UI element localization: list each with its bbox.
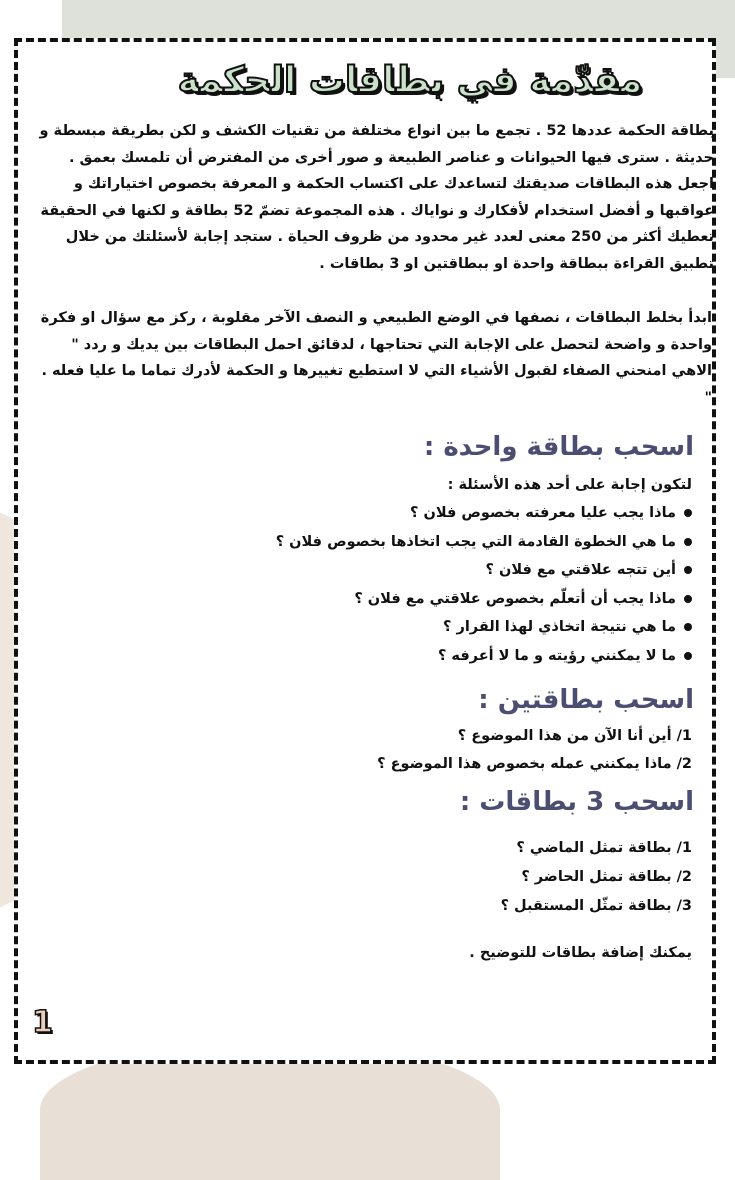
- one-card-heading: اسحب بطاقة واحدة :: [423, 432, 694, 462]
- bullet-icon: [684, 595, 692, 603]
- list-item: 3/ بطاقة تمثّل المستقبل ؟: [500, 898, 692, 914]
- one-card-lead: لتكون إجابة على أحد هذه الأسئلة :: [447, 477, 692, 493]
- bullet-icon: [684, 566, 692, 574]
- list-item: ما هي الخطوة القادمة التي يجب اتخاذها بخصوص فلان ؟: [30, 528, 692, 557]
- list-item: ما هي نتيجة اتخاذي لهذا القرار ؟: [30, 613, 692, 642]
- list-item: 2/ بطاقة تمثل الحاضر ؟: [521, 869, 692, 885]
- bullet-icon: [684, 623, 692, 631]
- two-cards-heading: اسحب بطاقتين :: [478, 685, 694, 715]
- bullet-icon: [684, 538, 692, 546]
- list-item: ماذا يجب أن أتعلّم بخصوص علاقتي مع فلان ؟: [30, 585, 692, 614]
- bullet-icon: [684, 652, 692, 660]
- list-item: أين تتجه علاقتي مع فلان ؟: [30, 556, 692, 585]
- bullet-icon: [684, 509, 692, 517]
- three-cards-heading: اسحب 3 بطاقات :: [459, 787, 694, 817]
- instructions-paragraph: ابدأ بخلط البطاقات ، نصفها في الوضع الطبيعي و النصف الآخر مقلوبة ، ركز مع سؤال او فكرة واحدة و واضحة لتحصل على الإجابة التي تحتاجها ، لدقائق احمل البطاقات بين يديك و ردد " الاهي امنحني الصفاء لقبول الأشياء التي لا استطيع تغييرها و الحكمة لأدرك تماما ما عليا فعله . ": [40, 310, 712, 406]
- list-item: 1/ أين أنا الآن من هذا الموضوع ؟: [457, 728, 692, 744]
- list-item: 1/ بطاقة تمثل الماضي ؟: [516, 840, 692, 856]
- footnote: يمكنك إضافة بطاقات للتوضيح .: [469, 945, 692, 961]
- list-item: 2/ ماذا يمكنني عمله بخصوص هذا الموضوع ؟: [377, 756, 692, 772]
- page-content: [30, 118, 714, 961]
- list-item: ما لا يمكنني رؤيته و ما لا أعرفه ؟: [30, 642, 692, 671]
- two-cards-list: [30, 722, 714, 778]
- one-card-question-list: [30, 499, 714, 670]
- list-item: ماذا يجب عليا معرفته بخصوص فلان ؟: [30, 499, 692, 528]
- intro-paragraph: بطاقة الحكمة عددها 52 . تجمع ما بين انواع مختلفة من تقنيات الكشف و لكن بطريقة مبسطة و حديثة . سترى فيها الحيوانات و عناصر الطبيعة و صور أخرى من المفترض أن تلمسك بعمق . اجعل هذه البطاقات صديقتك لتساعدك على اكتساب الحكمة و المعرفة بخصوص اختياراتك و عواقبها و أفضل استخدام لأفكارك و نواياك . هذه المجموعة تضمّ 52 بطاقة و لكنها في الحقيقة تعطيك أكثر من 250 معنى لعدد غير محدود من ظروف الحياة . ستجد إجابة لأسئلتك من خلال تطبيق القراءة ببطاقة واحدة او ببطاقتين او 3 بطاقات .: [39, 123, 714, 272]
- page-number: 1: [32, 1005, 53, 1040]
- page-title: مقدّمة في بطاقات الحكمة: [177, 60, 643, 101]
- three-cards-list: [30, 834, 714, 921]
